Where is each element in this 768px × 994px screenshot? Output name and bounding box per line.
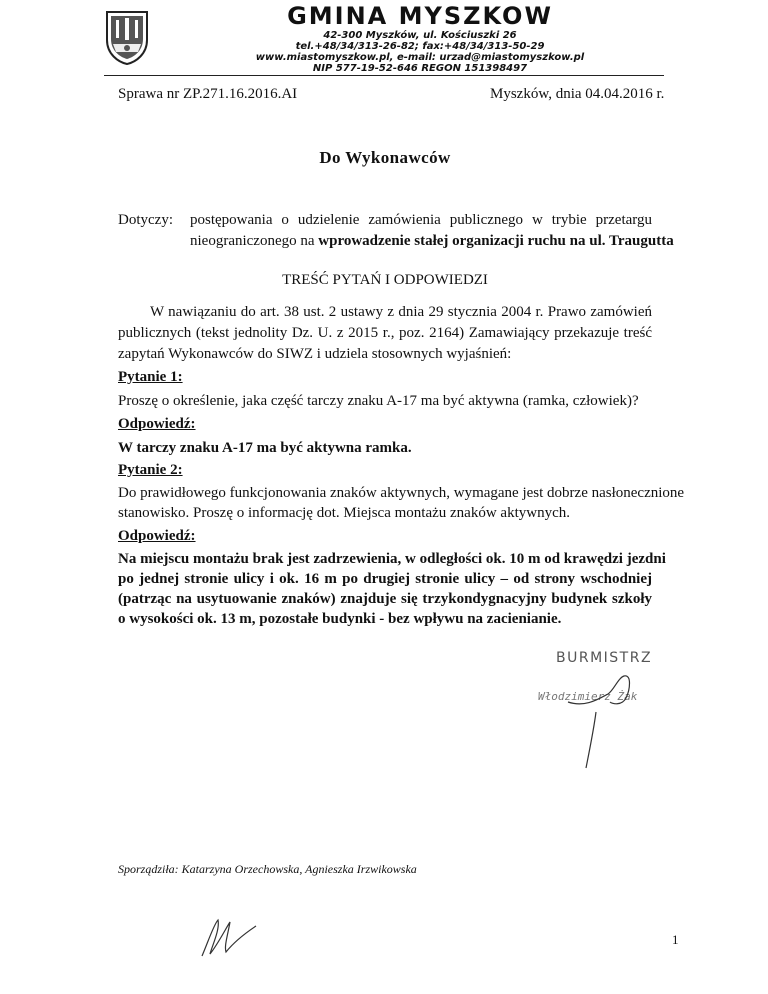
signature-icon: [566, 668, 662, 770]
answer-2-line-1: Na miejscu montażu brak jest zadrzewienia, w odległości ok. 10 m od krawędzi jezdni: [118, 551, 666, 567]
page-number: 1: [672, 932, 679, 947]
addressee: Do Wykonawców: [319, 148, 451, 167]
answer-2-line-4: o wysokości ok. 13 m, pozostałe budynki - bez wpływu na zacienianie.: [118, 611, 562, 627]
stamp-name: Włodzimierz Żak: [538, 690, 638, 703]
subject-line-2-bold: wprowadzenie stałej organizacji ruchu na ul. Traugutta: [318, 233, 674, 249]
subject-line-1: postępowania o udzielenie zamówienia publicznego w trybie przetargu: [190, 212, 652, 228]
question-1-label: Pytanie 1:: [118, 369, 183, 385]
letterhead-web: www.miastomyszkow.pl, e-mail: urzad@miastomyszkow.pl: [255, 52, 585, 63]
letterhead-address: 42-300 Myszków, ul. Kościuszki 26: [323, 30, 517, 41]
prepared-by: Sporządziła: Katarzyna Orzechowska, Agnieszka Irzwikowska: [118, 862, 417, 876]
intro-line-3: zapytań Wykonawców do SIWZ i udziela stosownych wyjaśnień:: [118, 346, 512, 362]
intro-line-2: publicznych (tekst jednolity Dz. U. z 2015 r., poz. 2164) Zamawiający przekazuje treść: [118, 325, 652, 341]
subject-line-2-plain: nieograniczonego na: [190, 233, 319, 249]
answer-2-label: Odpowiedź:: [118, 528, 196, 544]
letterhead-divider: [104, 75, 664, 76]
question-1-text: Proszę o określenie, jaka część tarczy znaku A-17 ma być aktywna (ramka, człowiek)?: [118, 393, 639, 409]
subject-line-2: [190, 231, 674, 251]
answer-1-label: Odpowiedź:: [118, 416, 196, 432]
stamp-title: BURMISTRZ: [556, 650, 653, 666]
intro-line-1: W nawiązaniu do art. 38 ust. 2 ustawy z dnia 29 stycznia 2004 r. Prawo zamówień: [150, 304, 652, 320]
coat-of-arms-icon: [104, 6, 150, 66]
section-heading: TREŚĆ PYTAŃ I ODPOWIEDZI: [282, 272, 488, 288]
answer-2-line-2: po jednej stronie ulicy i ok. 16 m po drugiej stronie ulicy – od strony wschodniej: [118, 571, 652, 587]
question-2-line-2: stanowisko. Proszę o informację dot. Miejsca montażu znaków aktywnych.: [118, 505, 570, 521]
place-date: Myszków, dnia 04.04.2016 r.: [490, 86, 665, 102]
subject-label: Dotyczy:: [118, 212, 173, 228]
answer-1-text: W tarczy znaku A-17 ma być aktywna ramka.: [118, 440, 412, 456]
case-number: Sprawa nr ZP.271.16.2016.AI: [118, 86, 298, 102]
question-2-line-1: Do prawidłowego funkcjonowania znaków aktywnych, wymagane jest dobrze nasłonecznione: [118, 485, 685, 501]
answer-2-line-3: (patrząc na usytuowanie znaków) znajduje się trzykondygnacyjny budynek szkoły: [118, 591, 652, 607]
municipality-name: GMINA MYSZKOW: [287, 2, 553, 30]
initials-icon: [198, 916, 258, 960]
question-2-label: Pytanie 2:: [118, 462, 183, 478]
letterhead-phones: tel.+48/34/313-26-82; fax:+48/34/313-50-29: [295, 41, 545, 52]
letterhead-ids: NIP 577-19-52-646 REGON 151398497: [312, 63, 528, 74]
